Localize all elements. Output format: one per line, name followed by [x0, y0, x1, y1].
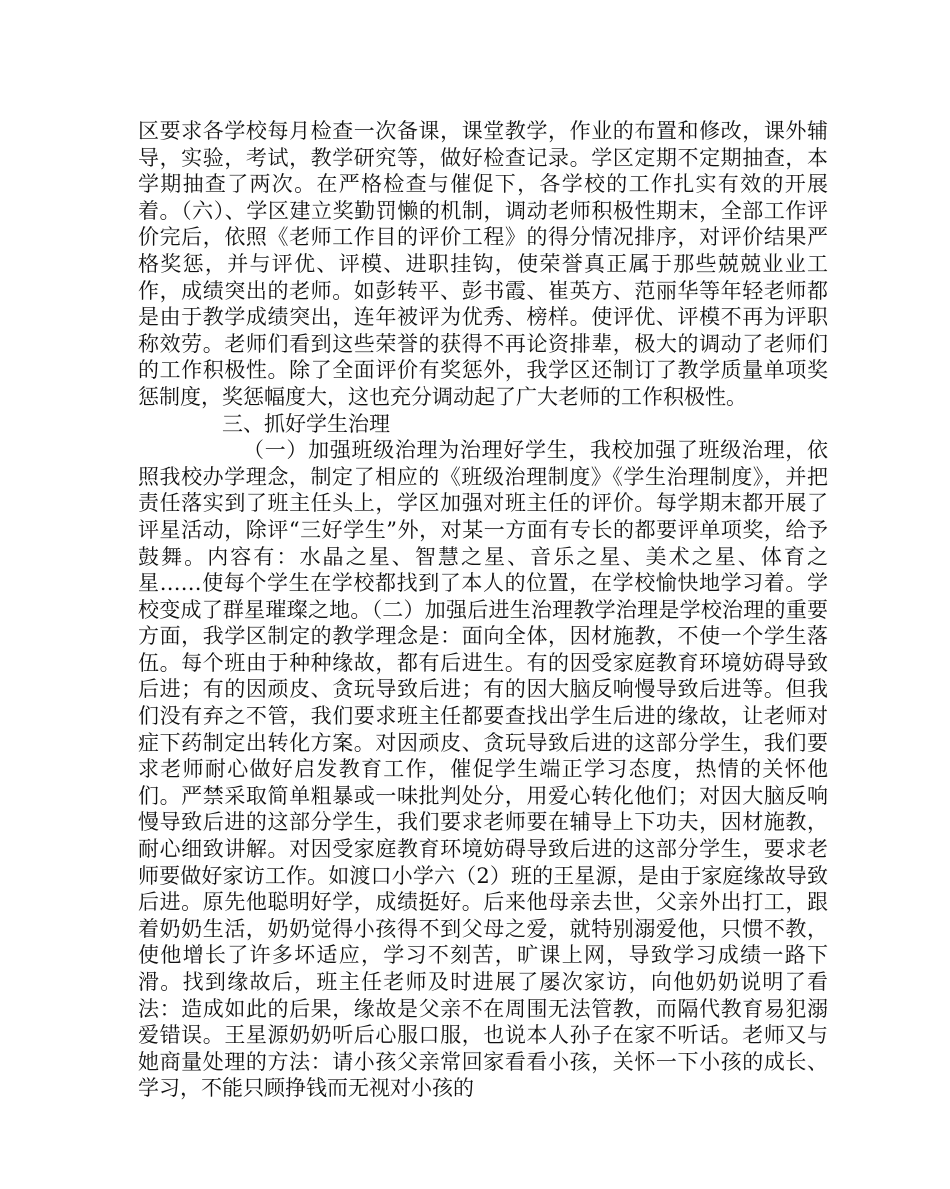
paragraph-student-management: （一）加强班级治理为治理好学生，我校加强了班级治理，依照我校办学理念，制定了相应的《班级治理制度》《学生治理制度》，并把责任落实到了班主任头上，学区加强对班主任的评价。每学期末都开展了评星活动，除评“三好学生”外，对某一方面有专长的都要评单项奖，给予鼓舞。内容有：水晶之星、智慧之星、音乐之星、美术之星、体育之星……使每个学生在学校都找到了本人的位置，在学校愉快地学习着。学校变成了群星璀璨之地。（二）加强后进生治理教学治理是学校治理的重要方面，我学区制定的教学理念是：面向全体，因材施教，不使一个学生落伍。每个班由于种种缘故，都有后进生。有的因受家庭教育环境妨碍导致后进；有的因顽皮、贪玩导致后进；有的因大脑反响慢导致后进等。但我们没有弃之不管，我们要求班主任都要查找出学生后进的缘故，让老师对症下药制定出转化方案。对因顽皮、贪玩导致后进的这部分学生，我们要求老师耐心做好启发教育工作，催促学生端正学习态度，热情的关怀他们。严禁采取简单粗暴或一味批判处分，用爱心转化他们；对因大脑反响慢导致后进的这部分学生，我们要求老师要在辅导上下功夫，因材施教，耐心细致讲解。对因受家庭教育环境妨碍导致后进的这部分学生，要求老师要做好家访工作。如渡口小学六（2）班的王星源，是由于家庭缘故导致后进。原先他聪明好学，成绩挺好。后来他母亲去世，父亲外出打工，跟着奶奶生活，奶奶觉得小孩得不到父母之爱，就特别溺爱他，只惯不教，使他增长了许多坏适应，学习不刻苦，旷课上网，导致学习成绩一路下滑。找到缘故后，班主任老师及时进展了屡次家访，向他奶奶说明了看法：造成如此的后果，缘故是父亲不在周围无法管教，而隔代教育易犯溺爱错误。王星源奶奶听后心服口服，也说本人孙子在家不听话。老师又与她商量处理的方法：请小孩父亲常回家看看小孩，关怀一下小孩的成长、学习，不能只顾挣钱而无视对小孩的	[138, 438, 828, 1101]
document-body	[138, 118, 828, 1102]
paragraph-teacher-evaluation: 区要求各学校每月检查一次备课，课堂教学，作业的布置和修改，课外辅导，实验，考试，教学研究等，做好检查记录。学区定期不定期抽查，本学期抽查了两次。在严格检查与催促下，各学校的工作扎实有效的开展着。（六）、学区建立奖勤罚懒的机制，调动老师积极性期末，全部工作评价完后，依照《老师工作目的评价工程》的得分情况排序，对评价结果严格奖惩，并与评优、评模、进职挂钩，使荣誉真正属于那些兢兢业业工作，成绩突出的老师。如彭转平、彭书霞、崔英方、范丽华等年轻老师都是由于教学成绩突出，连年被评为优秀、榜样。使评优、评模不再为评职称效劳。老师们看到这些荣誉的获得不再论资排辈，极大的调动了老师们的工作积极性。除了全面评价有奖惩外，我学区还制订了教学质量单项奖惩制度，奖惩幅度大，这也充分调动起了广大老师的工作积极性。	[138, 119, 828, 409]
section-heading-student-management: 三、抓好学生治理	[222, 411, 390, 436]
